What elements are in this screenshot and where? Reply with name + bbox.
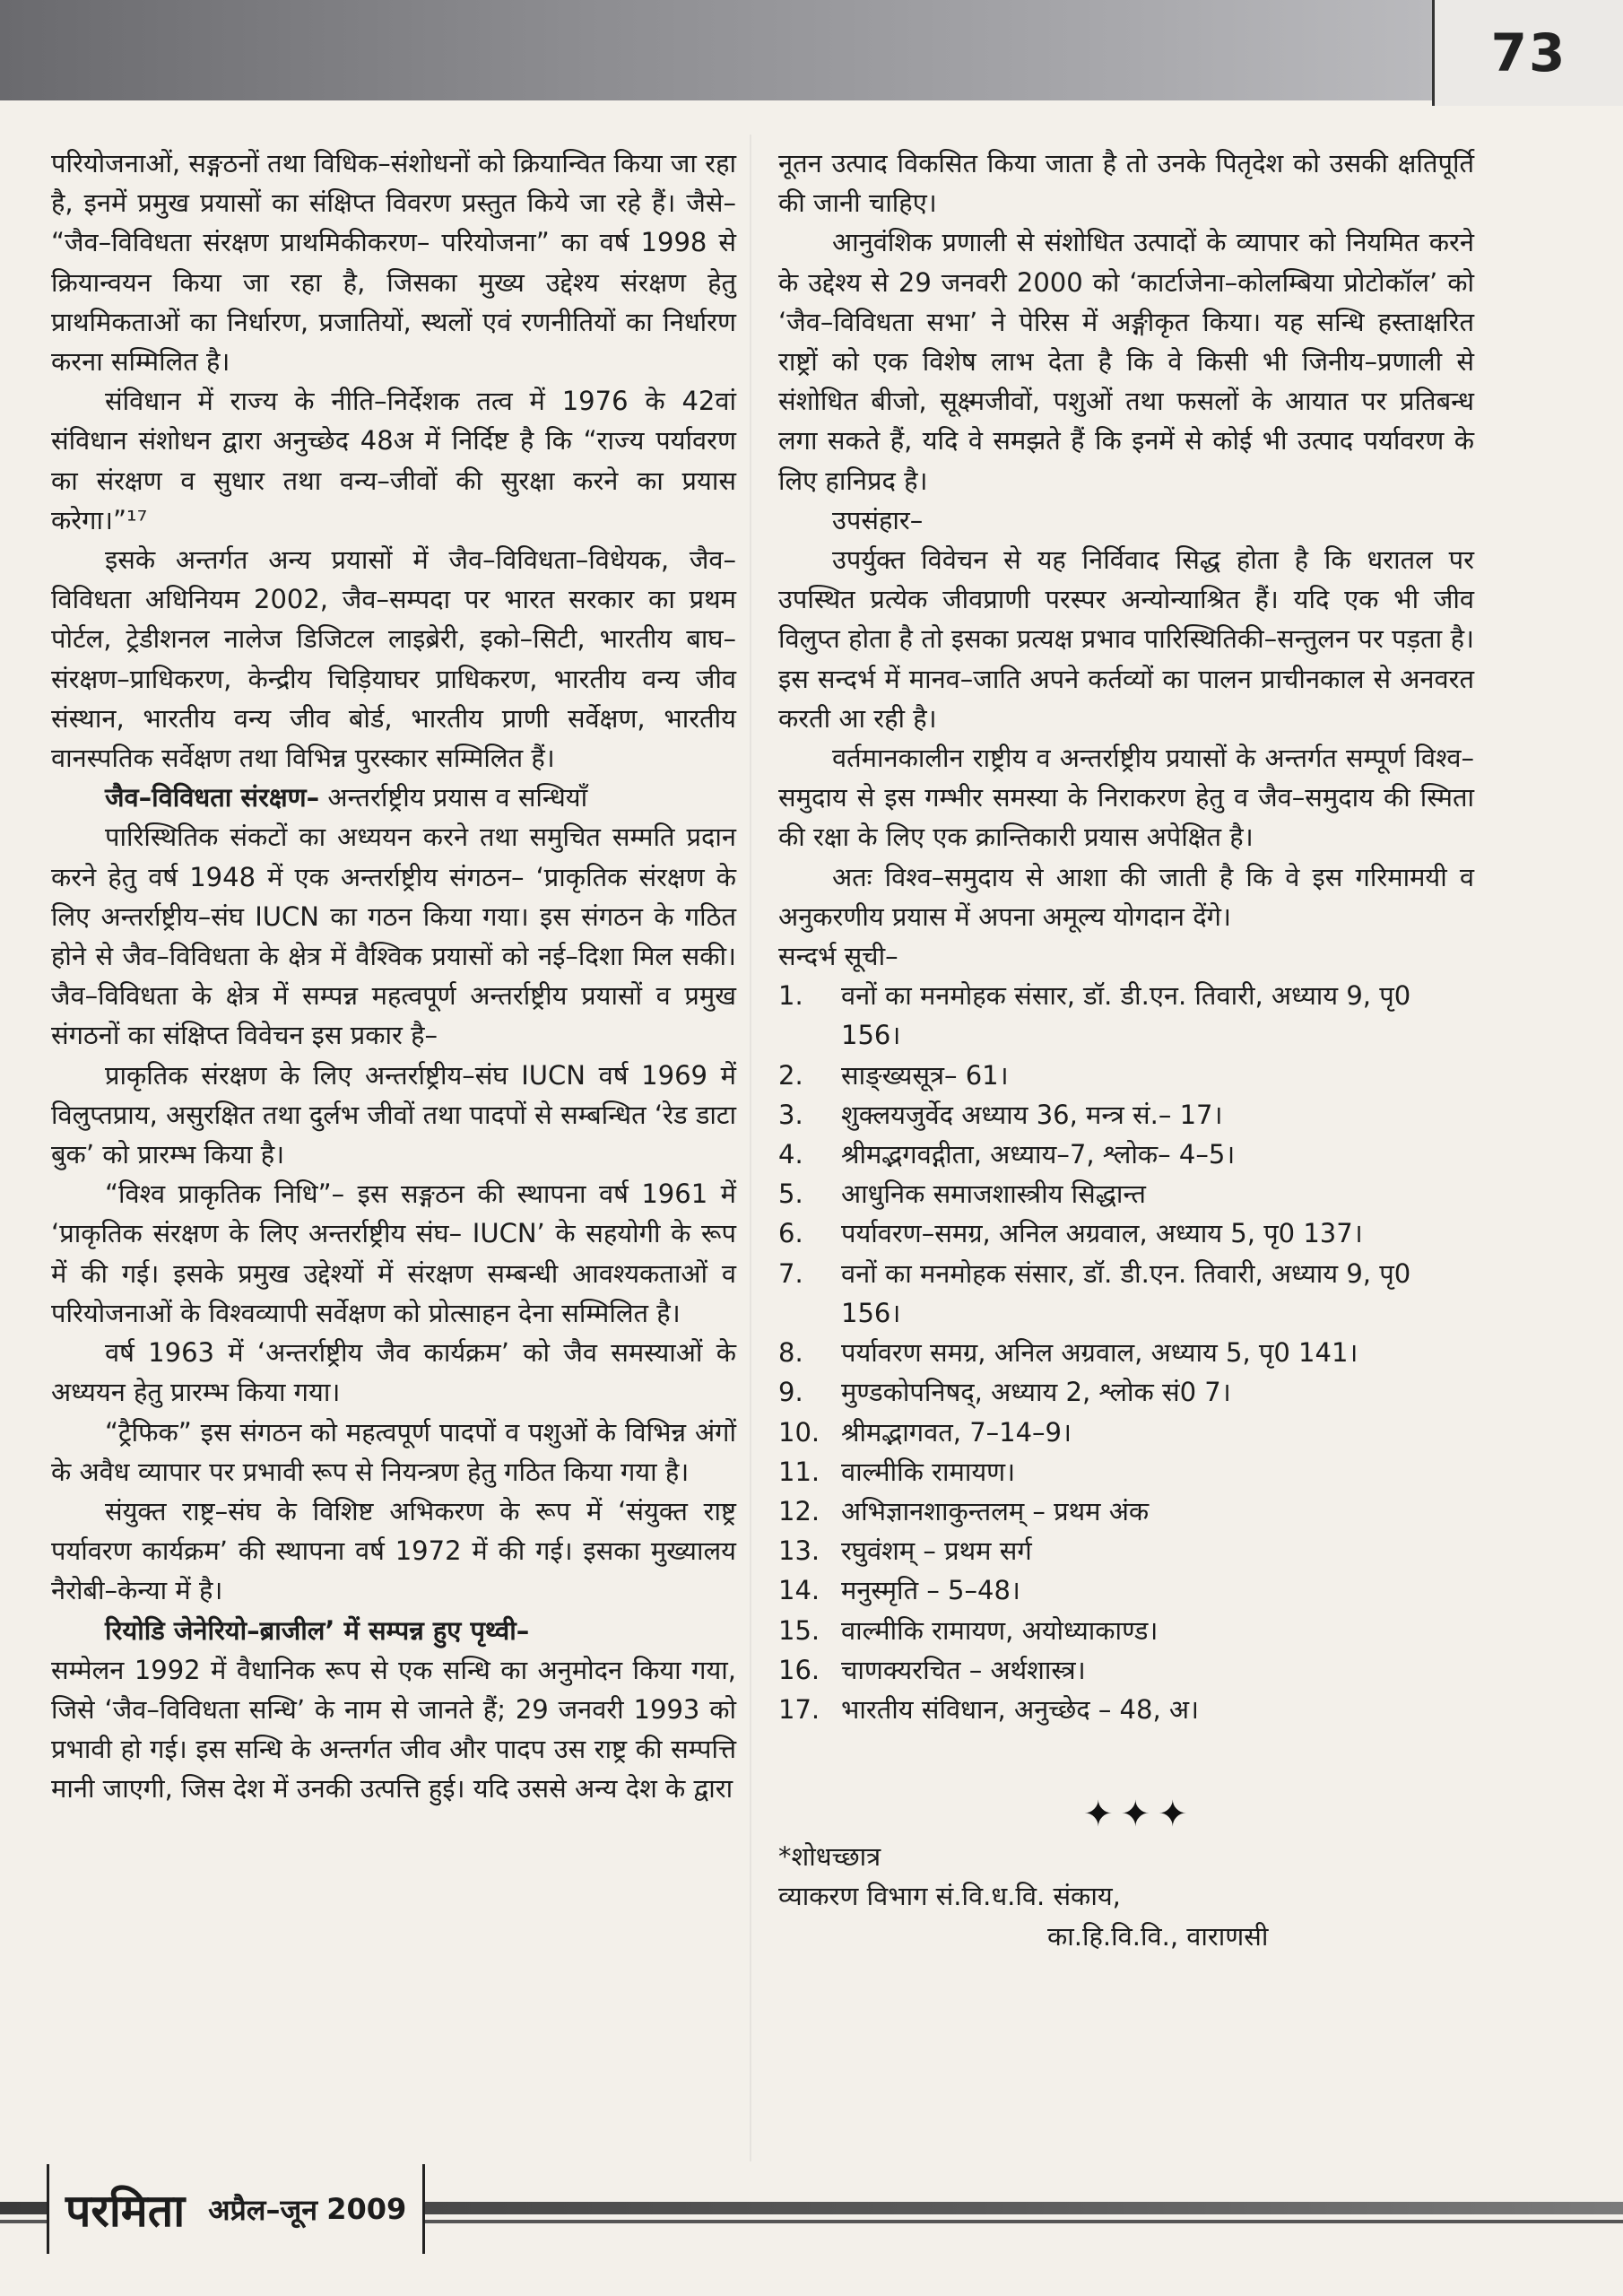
reference-item [778,1492,1474,1531]
paragraph: नूतन उत्पाद विकसित किया जाता है तो उनके पितृदेश को उसकी क्षतिपूर्ति की जानी चाहिए। [778,148,1474,219]
left-column [51,144,736,1809]
paragraph: “विश्व प्राकृतिक निधि”– इस सङ्गठन की स्थापना वर्ष 1961 में ‘प्राकृतिक संरक्षण के लिए अन्तर्राष्ट्रीय संघ– IUCN’ के सहयोगी के रूप में की गई। इसके प्रमुख उद्देश्यों में संरक्षण सम्बन्धी आवश्यकताओं व परियोजनाओं के विश्वव्यापी सर्वेक्षण को प्रोत्साहन देना सम्मिलित है। [51,1178,736,1328]
paragraph: संविधान में राज्य के नीति–निर्देशक तत्व में 1976 के 42वां संविधान संशोधन द्वारा अनुच्छेद 48अ में निर्दिष्ट है कि “राज्य पर्यावरण का संरक्षण व सुधार तथा वन्य–जीवों की सुरक्षा करने का प्रयास करेगा।”¹⁷ [51,386,736,535]
paragraph: वर्ष 1963 में ‘अन्तर्राष्ट्रीय जैव कार्यक्रम’ को जैव समस्याओं के अध्ययन हेतु प्रारम्भ किया गया। [51,1337,736,1408]
paragraph: “ट्रैफिक” इस संगठन को महत्वपूर्ण पादपों व पशुओं के विभिन्न अंगों के अवैध व्यापार पर प्रभावी रूप से नियन्त्रण हेतु गठित किया गया है। [51,1416,736,1487]
reference-text: आधुनिक समाजशास्त्रीय सिद्धान्त [841,1178,1146,1210]
reference-item [778,1372,1474,1412]
section-heading [51,1611,736,1650]
paragraph: वर्तमानकालीन राष्ट्रीय व अन्तर्राष्ट्रीय प्रयासों के अन्तर्गत सम्पूर्ण विश्व–समुदाय से इस गम्भीर समस्या के निराकरण हेतु व जैव–समुदाय की स्मिता की रक्षा के लिए एक क्रान्तिकारी प्रयास अपेक्षित है। [778,743,1474,853]
reference-text: रघुवंशम् – प्रथम सर्ग [841,1535,1032,1567]
author-note: *शोधच्छात्र [778,1841,881,1873]
reference-text: पर्यावरण समग्र, अनिल अग्रवाल, अध्याय 5, पृ0 141। [841,1337,1358,1369]
reference-text: अभिज्ञानशाकुन्तलम् – प्रथम अंक [841,1495,1150,1526]
reference-item [778,1452,1474,1492]
author-institution: का.हि.वि.वि., वाराणसी [1047,1920,1269,1952]
reference-number: 2. [778,1059,803,1091]
paragraph: सम्मेलन 1992 में वैधानिक रूप से एक सन्धि का अनुमोदन किया गया, जिसे ‘जैव–विविधता सन्धि’ के नाम से जानते हैं; 29 जनवरी 1993 को प्रभावी हो गई। इस सन्धि के अन्तर्गत जीव और पादप उस राष्ट्र की सम्पत्ति मानी जाएगी, जिस देश में उनकी उत्पत्ति हुई। यदि उससे अन्य देश के द्वारा [51,1654,736,1805]
references-title: सन्दर्भ सूची– [778,941,898,972]
column-gutter [750,135,751,2161]
top-header-band [0,0,1623,100]
paragraph: प्राकृतिक संरक्षण के लिए अन्तर्राष्ट्रीय–संघ IUCN वर्ष 1969 में विलुप्तप्राय, असुरक्षित तथा दुर्लभ जीवों तथा पादपों से सम्बन्धित ‘रेड डाटा बुक’ को प्रारम्भ किया है। [51,1059,736,1170]
magazine-name: परमिता [65,2185,186,2237]
reference-text: पर्यावरण–समग्र, अनिल अग्रवाल, अध्याय 5, पृ0 137। [841,1218,1363,1249]
paragraph: संयुक्त राष्ट्र–संघ के विशिष्ट अभिकरण के रूप में ‘संयुक्त राष्ट्र पर्यावरण कार्यक्रम’ की स्थापना वर्ष 1972 में की गई। इसका मुख्यालय नैरोबी–केन्या में है। [51,1495,736,1606]
right-column [778,144,1474,1956]
heading-rest: अन्तर्राष्ट्रीय प्रयास व सन्धियाँ [319,782,588,813]
footer-masthead [47,2164,425,2254]
reference-number: 1. [778,980,803,1012]
reference-number: 9. [778,1377,803,1408]
reference-number: 15. [778,1614,820,1646]
reference-text: वाल्मीकि रामायण, अयोध्याकाण्ड। [841,1614,1159,1646]
references-list [778,976,1474,1729]
paragraph: परियोजनाओं, सङ्गठनों तथा विधिक–संशोधनों को क्रियान्वित किया जा रहा है, इनमें प्रमुख प्रयासों का संक्षिप्त विवरण प्रस्तुत किये जा रहे हैं। जैसे– “जैव–विविधता संरक्षण प्राथमिकीकरण– परियोजना” का वर्ष 1998 से क्रियान्वयन किया जा रहा है, जिसका मुख्य उद्देश्य संरक्षण हेतु प्राथमिकताओं का निर्धारण, प्रजातियों, स्थलों एवं रणनीतियों का निर्धारण करना सम्मिलित है। [51,148,736,378]
reference-number: 16. [778,1654,820,1685]
paragraph: इसके अन्तर्गत अन्य प्रयासों में जैव–विविधता–विधेयक, जैव–विविधता अधिनियम 2002, जैव–सम्पदा पर भारत सरकार का प्रथम पोर्टल, ट्रेडीशनल नालेज डिजिटल लाइब्रेरी, इको–सिटी, भारतीय बाघ–संरक्षण–प्राधिकरण, केन्द्रीय चिड़ियाघर प्राधिकरण, भारतीय वन्य जीव संस्थान, भारतीय वन्य जीव बोर्ड, भारतीय प्राणी सर्वेक्षण, भारतीय वानस्पतिक सर्वेक्षण तथा विभिन्न पुरस्कार सम्मिलित हैं। [51,544,736,774]
reference-number: 3. [778,1099,803,1130]
reference-text: चाणक्यरचित – अर्थशास्त्र। [841,1654,1086,1685]
paragraph: आनुवंशिक प्रणाली से संशोधित उत्पादों के व्यापार को नियमित करने के उद्देश्य से 29 जनवरी 2000 को ‘कार्टाजेना–कोलम्बिया प्रोटोकॉल’ को ‘जैव–विविधता सभा’ ने पेरिस में अङ्गीकृत किया। यह सन्धि हस्ताक्षरित राष्ट्रों को एक विशेष लाभ देता है कि वे किसी भी जिनीय–प्रणाली से संशोधित बीजो, सूक्ष्मजीवों, पशुओं तथा फसलों के आयात पर प्रतिबन्ध लगा सकते हैं, यदि वे समझते हैं कि इनमें से कोई भी उत्पाद पर्यावरण के लिए हानिप्रद है। [778,227,1474,496]
author-department: व्याकरण विभाग सं.वि.ध.वि. संकाय, [778,1881,1121,1912]
separator-stars: ✦✦✦ [1083,1794,1195,1836]
reference-text: भारतीय संविधान, अनुच्छेद – 48, अ। [841,1693,1200,1725]
section-heading [51,778,736,817]
reference-item [778,1531,1474,1570]
reference-number: 6. [778,1218,803,1249]
reference-text: शुक्लयजुर्वेद अध्याय 36, मन्त्र सं.– 17। [841,1099,1223,1130]
reference-text: वनों का मनमोहक संसार, डॉ. डी.एन. तिवारी, अध्याय 9, पृ0 156। [841,980,1411,1051]
reference-number: 7. [778,1257,803,1289]
reference-item [778,1570,1474,1610]
reference-item [778,1333,1474,1372]
reference-number: 17. [778,1693,820,1725]
reference-text: मुण्डकोपनिषद्, अध्याय 2, श्लोक सं0 7। [841,1377,1231,1408]
reference-number: 14. [778,1575,820,1606]
paragraph: पारिस्थितिक संकटों का अध्ययन करने तथा समुचित सम्मति प्रदान करने हेतु वर्ष 1948 में एक अन्तर्राष्ट्रीय संगठन– ‘प्राकृतिक संरक्षण के लिए अन्तर्राष्ट्रीय–संघ IUCN का गठन किया गया। इस संगठन के गठित होने से जैव–विविधता के क्षेत्र में वैश्विक प्रयासों को नई–दिशा मिल सकी। जैव–विविधता के क्षेत्र में सम्पन्न महत्वपूर्ण अन्तर्राष्ट्रीय प्रयासों व प्रमुख संगठनों का संक्षिप्त विवेचन इस प्रकार है– [51,822,736,1051]
reference-item [778,1413,1474,1452]
reference-number: 13. [778,1535,820,1567]
reference-item [778,1690,1474,1729]
issue-months: अप्रैल–जून [208,2192,318,2227]
reference-item [778,1174,1474,1213]
reference-text: श्रीमद्भागवत, 7–14–9। [841,1416,1072,1448]
reference-item [778,1611,1474,1650]
heading-bold: जैव–विविधता संरक्षण– [105,782,320,813]
reference-number: 10. [778,1416,820,1448]
reference-item [778,1213,1474,1253]
reference-item [778,1095,1474,1135]
heading-bold: रियोडि जेनेरियो–ब्राजील’ में सम्पन्न हुए पृथ्वी– [105,1614,530,1646]
paragraph: उपर्युक्त विवेचन से यह निर्विवाद सिद्ध होता है कि धरातल पर उपस्थित प्रत्येक जीवप्राणी परस्पर अन्योन्याश्रित हैं। यदि एक भी जीव विलुप्त होता है तो इसका प्रत्यक्ष प्रभाव पारिस्थितिकी–सन्तुलन पर पड़ता है। इस सन्दर्भ में मानव–जाति अपने कर्तव्यों का पालन प्राचीनकाल से अनवरत करती आ रही है। [778,544,1474,734]
page-number-box [1432,0,1623,106]
reference-text: साङ्ख्यसूत्र– 61। [841,1059,1009,1091]
reference-text: वनों का मनमोहक संसार, डॉ. डी.एन. तिवारी, अध्याय 9, पृ0 156। [841,1257,1411,1328]
reference-item [778,1056,1474,1095]
reference-item [778,1650,1474,1690]
reference-number: 11. [778,1456,820,1487]
reference-text: मनुस्मृति – 5–48। [841,1575,1020,1606]
reference-number: 4. [778,1139,803,1170]
page-number: 73 [1490,22,1567,83]
reference-item [778,1135,1474,1174]
paragraph: अतः विश्व–समुदाय से आशा की जाती है कि वे इस गरिमामयी व अनुकरणीय प्रयास में अपना अमूल्य योगदान देंगे। [778,861,1474,932]
reference-number: 8. [778,1337,803,1369]
reference-item [778,1254,1474,1333]
conclusion-heading: उपसंहार– [832,504,924,535]
reference-number: 5. [778,1178,803,1210]
reference-item [778,976,1474,1055]
reference-text: श्रीमद्भगवद्गीता, अध्याय–7, श्लोक– 4–5। [841,1139,1236,1170]
issue-year: 2009 [326,2192,407,2226]
reference-text: वाल्मीकि रामायण। [841,1456,1016,1487]
reference-number: 12. [778,1495,820,1526]
